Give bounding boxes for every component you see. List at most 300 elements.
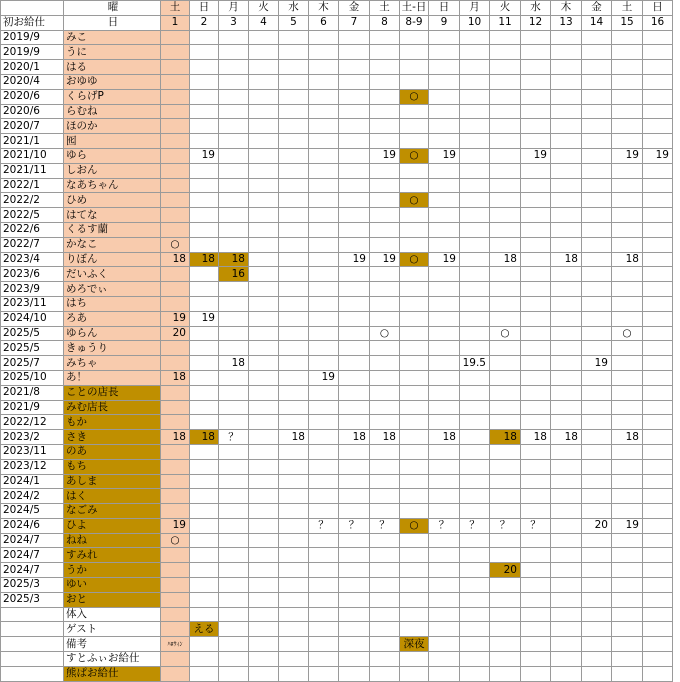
shift-cell[interactable] xyxy=(643,134,673,149)
shift-cell[interactable] xyxy=(309,311,339,326)
shift-cell[interactable] xyxy=(279,459,309,474)
shift-cell[interactable] xyxy=(551,666,582,681)
shift-cell[interactable] xyxy=(551,119,582,134)
shift-cell[interactable] xyxy=(521,104,551,119)
shift-cell[interactable] xyxy=(460,30,490,45)
shift-cell[interactable] xyxy=(429,237,460,252)
shift-cell[interactable] xyxy=(219,489,249,504)
shift-cell[interactable] xyxy=(249,385,279,400)
shift-cell[interactable] xyxy=(582,430,612,445)
shift-cell[interactable] xyxy=(190,163,219,178)
shift-cell[interactable] xyxy=(279,89,309,104)
shift-cell[interactable] xyxy=(309,504,339,519)
shift-cell[interactable]: 20 xyxy=(161,326,190,341)
first-shift-date-cell[interactable]: 2025/5 xyxy=(1,326,64,341)
staff-name-cell[interactable]: りぼん xyxy=(64,252,161,267)
shift-cell[interactable] xyxy=(279,504,309,519)
shift-cell[interactable] xyxy=(460,652,490,667)
shift-cell[interactable] xyxy=(460,637,490,652)
staff-name-cell[interactable]: もち xyxy=(64,459,161,474)
shift-cell[interactable] xyxy=(521,400,551,415)
staff-name-cell[interactable]: あ！ xyxy=(64,370,161,385)
shift-cell[interactable] xyxy=(339,326,370,341)
header-name-cell[interactable]: 曜 xyxy=(64,1,161,16)
shift-cell[interactable] xyxy=(490,178,521,193)
shift-cell[interactable] xyxy=(370,652,400,667)
shift-cell[interactable] xyxy=(460,267,490,282)
shift-cell[interactable] xyxy=(339,622,370,637)
shift-cell[interactable]: 19 xyxy=(612,518,643,533)
header-day-cell[interactable]: 金 xyxy=(339,1,370,16)
shift-cell[interactable] xyxy=(521,252,551,267)
shift-cell[interactable] xyxy=(521,326,551,341)
first-shift-date-cell[interactable]: 2020/1 xyxy=(1,60,64,75)
shift-cell[interactable] xyxy=(460,222,490,237)
shift-cell[interactable] xyxy=(400,592,429,607)
shift-cell[interactable] xyxy=(249,282,279,297)
shift-cell[interactable] xyxy=(551,74,582,89)
shift-cell[interactable] xyxy=(400,178,429,193)
shift-cell[interactable] xyxy=(551,415,582,430)
shift-cell[interactable] xyxy=(429,341,460,356)
shift-cell[interactable] xyxy=(612,637,643,652)
shift-cell[interactable] xyxy=(400,622,429,637)
first-shift-date-cell[interactable]: 2021/1 xyxy=(1,134,64,149)
shift-cell[interactable] xyxy=(249,326,279,341)
staff-name-cell[interactable]: ゆら xyxy=(64,148,161,163)
shift-cell[interactable] xyxy=(643,30,673,45)
shift-cell[interactable] xyxy=(339,222,370,237)
staff-name-cell[interactable]: めろでぃ xyxy=(64,282,161,297)
shift-cell[interactable] xyxy=(490,370,521,385)
shift-cell[interactable] xyxy=(551,459,582,474)
header-day-cell[interactable]: 14 xyxy=(582,15,612,30)
shift-cell[interactable] xyxy=(400,104,429,119)
shift-cell[interactable] xyxy=(249,415,279,430)
shift-cell[interactable] xyxy=(551,607,582,622)
shift-cell[interactable] xyxy=(249,148,279,163)
shift-cell[interactable]: 18 xyxy=(219,356,249,371)
staff-name-cell[interactable]: みこ xyxy=(64,30,161,45)
shift-cell[interactable] xyxy=(339,607,370,622)
shift-cell[interactable] xyxy=(521,474,551,489)
shift-cell[interactable] xyxy=(400,222,429,237)
first-shift-date-cell[interactable] xyxy=(1,622,64,637)
staff-name-cell[interactable]: きゅうり xyxy=(64,341,161,356)
shift-cell[interactable]: ○ xyxy=(400,89,429,104)
shift-cell[interactable] xyxy=(219,163,249,178)
shift-cell[interactable] xyxy=(582,607,612,622)
staff-name-cell[interactable]: うに xyxy=(64,45,161,60)
first-shift-date-cell[interactable]: 2023/11 xyxy=(1,444,64,459)
shift-cell[interactable] xyxy=(370,504,400,519)
shift-cell[interactable] xyxy=(161,415,190,430)
shift-cell[interactable] xyxy=(521,637,551,652)
staff-name-cell[interactable]: すとふぃお給仕 xyxy=(64,652,161,667)
shift-cell[interactable] xyxy=(429,504,460,519)
shift-cell[interactable]: 18 xyxy=(190,430,219,445)
shift-cell[interactable] xyxy=(521,666,551,681)
shift-cell[interactable] xyxy=(249,119,279,134)
shift-cell[interactable] xyxy=(400,74,429,89)
shift-cell[interactable] xyxy=(460,296,490,311)
shift-cell[interactable] xyxy=(490,74,521,89)
shift-cell[interactable] xyxy=(219,400,249,415)
shift-cell[interactable] xyxy=(612,74,643,89)
shift-cell[interactable] xyxy=(551,356,582,371)
shift-cell[interactable] xyxy=(490,148,521,163)
shift-cell[interactable] xyxy=(339,504,370,519)
shift-cell[interactable] xyxy=(551,193,582,208)
shift-cell[interactable]: 19 xyxy=(190,148,219,163)
header-day-cell[interactable]: 2 xyxy=(190,15,219,30)
shift-cell[interactable] xyxy=(551,370,582,385)
shift-cell[interactable] xyxy=(400,607,429,622)
shift-cell[interactable] xyxy=(309,533,339,548)
shift-cell[interactable] xyxy=(249,134,279,149)
shift-cell[interactable] xyxy=(279,45,309,60)
shift-cell[interactable] xyxy=(190,459,219,474)
shift-cell[interactable] xyxy=(643,385,673,400)
first-shift-date-cell[interactable]: 2024/10 xyxy=(1,311,64,326)
shift-cell[interactable] xyxy=(551,296,582,311)
shift-cell[interactable] xyxy=(161,474,190,489)
shift-cell[interactable]: 19 xyxy=(429,252,460,267)
staff-name-cell[interactable]: しおん xyxy=(64,163,161,178)
shift-cell[interactable] xyxy=(249,237,279,252)
shift-cell[interactable] xyxy=(551,282,582,297)
shift-cell[interactable] xyxy=(370,237,400,252)
shift-cell[interactable]: 19 xyxy=(190,311,219,326)
shift-cell[interactable] xyxy=(400,548,429,563)
shift-cell[interactable] xyxy=(219,459,249,474)
shift-cell[interactable] xyxy=(429,208,460,223)
shift-cell[interactable] xyxy=(161,548,190,563)
shift-cell[interactable] xyxy=(190,326,219,341)
shift-cell[interactable] xyxy=(370,341,400,356)
shift-cell[interactable] xyxy=(249,356,279,371)
shift-cell[interactable] xyxy=(370,533,400,548)
shift-cell[interactable] xyxy=(521,444,551,459)
shift-cell[interactable] xyxy=(400,267,429,282)
shift-cell[interactable] xyxy=(490,45,521,60)
shift-cell[interactable] xyxy=(400,356,429,371)
first-shift-date-cell[interactable]: 2019/9 xyxy=(1,45,64,60)
staff-name-cell[interactable]: ひよ xyxy=(64,518,161,533)
shift-cell[interactable] xyxy=(219,178,249,193)
shift-cell[interactable] xyxy=(370,89,400,104)
header-day-cell[interactable]: 3 xyxy=(219,15,249,30)
shift-cell[interactable] xyxy=(219,296,249,311)
shift-cell[interactable] xyxy=(612,163,643,178)
shift-cell[interactable]: 18 xyxy=(490,430,521,445)
shift-cell[interactable] xyxy=(161,30,190,45)
staff-name-cell[interactable]: くるす蘭 xyxy=(64,222,161,237)
shift-cell[interactable] xyxy=(309,563,339,578)
shift-cell[interactable] xyxy=(339,592,370,607)
shift-cell[interactable] xyxy=(249,60,279,75)
shift-cell[interactable] xyxy=(582,134,612,149)
shift-cell[interactable] xyxy=(370,459,400,474)
shift-cell[interactable]: ？ xyxy=(490,518,521,533)
shift-cell[interactable] xyxy=(219,637,249,652)
shift-cell[interactable] xyxy=(582,592,612,607)
shift-cell[interactable] xyxy=(370,30,400,45)
first-shift-date-cell[interactable]: 2021/10 xyxy=(1,148,64,163)
shift-cell[interactable] xyxy=(400,533,429,548)
shift-cell[interactable] xyxy=(161,341,190,356)
shift-cell[interactable] xyxy=(612,193,643,208)
shift-cell[interactable] xyxy=(279,444,309,459)
shift-cell[interactable] xyxy=(339,489,370,504)
shift-cell[interactable]: 18 xyxy=(551,430,582,445)
shift-cell[interactable] xyxy=(370,622,400,637)
shift-cell[interactable] xyxy=(309,385,339,400)
header-day-cell[interactable]: 土 xyxy=(612,1,643,16)
shift-cell[interactable] xyxy=(460,666,490,681)
shift-cell[interactable] xyxy=(612,356,643,371)
shift-cell[interactable] xyxy=(339,148,370,163)
shift-cell[interactable] xyxy=(370,415,400,430)
shift-cell[interactable] xyxy=(279,474,309,489)
shift-cell[interactable] xyxy=(643,400,673,415)
shift-cell[interactable] xyxy=(400,60,429,75)
staff-name-cell[interactable]: さき xyxy=(64,430,161,445)
shift-cell[interactable] xyxy=(612,415,643,430)
shift-cell[interactable]: 18 xyxy=(370,430,400,445)
shift-cell[interactable] xyxy=(279,622,309,637)
shift-cell[interactable] xyxy=(643,252,673,267)
shift-cell[interactable] xyxy=(521,578,551,593)
staff-name-cell[interactable]: はち xyxy=(64,296,161,311)
shift-cell[interactable] xyxy=(339,193,370,208)
shift-cell[interactable] xyxy=(429,385,460,400)
shift-cell[interactable] xyxy=(490,237,521,252)
shift-cell[interactable] xyxy=(279,193,309,208)
shift-cell[interactable] xyxy=(370,60,400,75)
shift-cell[interactable] xyxy=(279,30,309,45)
shift-cell[interactable] xyxy=(279,326,309,341)
shift-cell[interactable] xyxy=(551,385,582,400)
shift-cell[interactable] xyxy=(582,45,612,60)
first-shift-date-cell[interactable]: 2024/1 xyxy=(1,474,64,489)
shift-cell[interactable] xyxy=(582,30,612,45)
shift-cell[interactable] xyxy=(190,652,219,667)
shift-cell[interactable] xyxy=(521,370,551,385)
shift-cell[interactable] xyxy=(161,652,190,667)
shift-cell[interactable]: 18 xyxy=(490,252,521,267)
shift-cell[interactable] xyxy=(429,267,460,282)
shift-cell[interactable] xyxy=(460,193,490,208)
shift-cell[interactable] xyxy=(161,267,190,282)
shift-cell[interactable]: 19 xyxy=(521,148,551,163)
shift-cell[interactable] xyxy=(643,518,673,533)
shift-cell[interactable] xyxy=(249,652,279,667)
header-label-cell[interactable] xyxy=(1,1,64,16)
shift-cell[interactable] xyxy=(339,533,370,548)
shift-cell[interactable] xyxy=(219,578,249,593)
shift-cell[interactable]: ？ xyxy=(309,518,339,533)
header-day-cell[interactable]: 15 xyxy=(612,15,643,30)
shift-cell[interactable] xyxy=(643,444,673,459)
shift-cell[interactable]: 19 xyxy=(309,370,339,385)
shift-cell[interactable] xyxy=(551,311,582,326)
shift-cell[interactable] xyxy=(429,163,460,178)
shift-cell[interactable] xyxy=(279,548,309,563)
shift-cell[interactable] xyxy=(219,518,249,533)
shift-cell[interactable]: ？ xyxy=(429,518,460,533)
shift-cell[interactable] xyxy=(339,444,370,459)
shift-cell[interactable] xyxy=(521,282,551,297)
shift-cell[interactable] xyxy=(582,652,612,667)
shift-cell[interactable] xyxy=(249,104,279,119)
first-shift-date-cell[interactable]: 2023/11 xyxy=(1,296,64,311)
shift-cell[interactable] xyxy=(190,89,219,104)
shift-cell[interactable] xyxy=(490,533,521,548)
shift-cell[interactable] xyxy=(219,504,249,519)
shift-cell[interactable] xyxy=(643,607,673,622)
shift-cell[interactable] xyxy=(490,415,521,430)
shift-cell[interactable] xyxy=(249,45,279,60)
shift-cell[interactable] xyxy=(249,296,279,311)
shift-cell[interactable] xyxy=(339,296,370,311)
shift-cell[interactable] xyxy=(161,178,190,193)
shift-cell[interactable] xyxy=(551,444,582,459)
shift-cell[interactable] xyxy=(219,652,249,667)
shift-cell[interactable] xyxy=(190,119,219,134)
shift-cell[interactable] xyxy=(460,400,490,415)
shift-cell[interactable] xyxy=(190,356,219,371)
staff-name-cell[interactable]: はく xyxy=(64,489,161,504)
header-day-cell[interactable]: 木 xyxy=(309,1,339,16)
shift-cell[interactable]: 18 xyxy=(612,252,643,267)
shift-cell[interactable] xyxy=(190,578,219,593)
shift-cell[interactable] xyxy=(490,622,521,637)
shift-cell[interactable] xyxy=(582,578,612,593)
shift-cell[interactable]: える xyxy=(190,622,219,637)
staff-name-cell[interactable]: ひめ xyxy=(64,193,161,208)
shift-cell[interactable] xyxy=(190,533,219,548)
shift-cell[interactable] xyxy=(249,444,279,459)
shift-cell[interactable] xyxy=(551,637,582,652)
first-shift-date-cell[interactable]: 2022/12 xyxy=(1,415,64,430)
shift-cell[interactable] xyxy=(551,563,582,578)
shift-cell[interactable] xyxy=(612,237,643,252)
shift-cell[interactable] xyxy=(339,282,370,297)
shift-cell[interactable] xyxy=(643,326,673,341)
shift-cell[interactable] xyxy=(490,607,521,622)
shift-cell[interactable] xyxy=(190,208,219,223)
shift-cell[interactable] xyxy=(249,311,279,326)
first-shift-date-cell[interactable]: 2024/7 xyxy=(1,548,64,563)
shift-cell[interactable] xyxy=(279,652,309,667)
shift-cell[interactable] xyxy=(490,311,521,326)
shift-cell[interactable] xyxy=(370,45,400,60)
shift-cell[interactable] xyxy=(400,504,429,519)
shift-cell[interactable] xyxy=(400,45,429,60)
shift-cell[interactable]: 18 xyxy=(161,430,190,445)
shift-cell[interactable] xyxy=(370,474,400,489)
shift-cell[interactable] xyxy=(249,489,279,504)
shift-cell[interactable] xyxy=(249,637,279,652)
shift-cell[interactable] xyxy=(370,666,400,681)
shift-cell[interactable] xyxy=(190,548,219,563)
shift-cell[interactable]: 18 xyxy=(161,370,190,385)
shift-cell[interactable] xyxy=(643,415,673,430)
shift-cell[interactable] xyxy=(551,134,582,149)
shift-cell[interactable] xyxy=(279,282,309,297)
shift-cell[interactable]: 19 xyxy=(370,148,400,163)
shift-cell[interactable] xyxy=(460,474,490,489)
shift-cell[interactable] xyxy=(643,163,673,178)
shift-cell[interactable] xyxy=(161,400,190,415)
shift-cell[interactable] xyxy=(161,444,190,459)
shift-cell[interactable] xyxy=(249,370,279,385)
shift-cell[interactable] xyxy=(279,163,309,178)
shift-cell[interactable] xyxy=(339,208,370,223)
first-shift-date-cell[interactable]: 2025/10 xyxy=(1,370,64,385)
shift-cell[interactable] xyxy=(309,296,339,311)
shift-cell[interactable] xyxy=(339,119,370,134)
shift-cell[interactable] xyxy=(400,296,429,311)
header-day-cell[interactable]: 4 xyxy=(249,15,279,30)
shift-cell[interactable] xyxy=(460,578,490,593)
shift-cell[interactable] xyxy=(429,533,460,548)
first-shift-date-cell[interactable]: 2024/6 xyxy=(1,518,64,533)
shift-cell[interactable] xyxy=(521,592,551,607)
shift-cell[interactable] xyxy=(339,415,370,430)
shift-cell[interactable]: ？ xyxy=(521,518,551,533)
staff-name-cell[interactable]: おと xyxy=(64,592,161,607)
shift-cell[interactable] xyxy=(643,533,673,548)
shift-cell[interactable] xyxy=(370,282,400,297)
shift-cell[interactable] xyxy=(339,237,370,252)
shift-cell[interactable] xyxy=(612,533,643,548)
shift-cell[interactable] xyxy=(370,578,400,593)
shift-cell[interactable] xyxy=(161,607,190,622)
shift-cell[interactable] xyxy=(521,652,551,667)
shift-cell[interactable] xyxy=(279,563,309,578)
shift-cell[interactable] xyxy=(279,74,309,89)
shift-cell[interactable] xyxy=(643,563,673,578)
shift-cell[interactable] xyxy=(309,237,339,252)
shift-cell[interactable]: 18 xyxy=(339,430,370,445)
shift-cell[interactable] xyxy=(279,341,309,356)
shift-cell[interactable] xyxy=(161,504,190,519)
shift-cell[interactable] xyxy=(400,311,429,326)
shift-cell[interactable]: ○ xyxy=(161,237,190,252)
shift-cell[interactable] xyxy=(460,134,490,149)
shift-cell[interactable] xyxy=(219,385,249,400)
shift-cell[interactable] xyxy=(490,652,521,667)
first-shift-date-cell[interactable] xyxy=(1,666,64,681)
first-shift-date-cell[interactable]: 2023/12 xyxy=(1,459,64,474)
shift-cell[interactable] xyxy=(429,30,460,45)
shift-cell[interactable] xyxy=(279,296,309,311)
shift-cell[interactable] xyxy=(219,60,249,75)
shift-cell[interactable] xyxy=(521,385,551,400)
shift-cell[interactable] xyxy=(612,474,643,489)
shift-cell[interactable] xyxy=(161,193,190,208)
shift-cell[interactable] xyxy=(370,489,400,504)
shift-cell[interactable] xyxy=(309,430,339,445)
shift-cell[interactable] xyxy=(161,563,190,578)
shift-cell[interactable] xyxy=(339,637,370,652)
shift-cell[interactable] xyxy=(612,563,643,578)
shift-cell[interactable] xyxy=(460,178,490,193)
first-shift-date-cell[interactable]: 2021/9 xyxy=(1,400,64,415)
shift-cell[interactable] xyxy=(249,193,279,208)
